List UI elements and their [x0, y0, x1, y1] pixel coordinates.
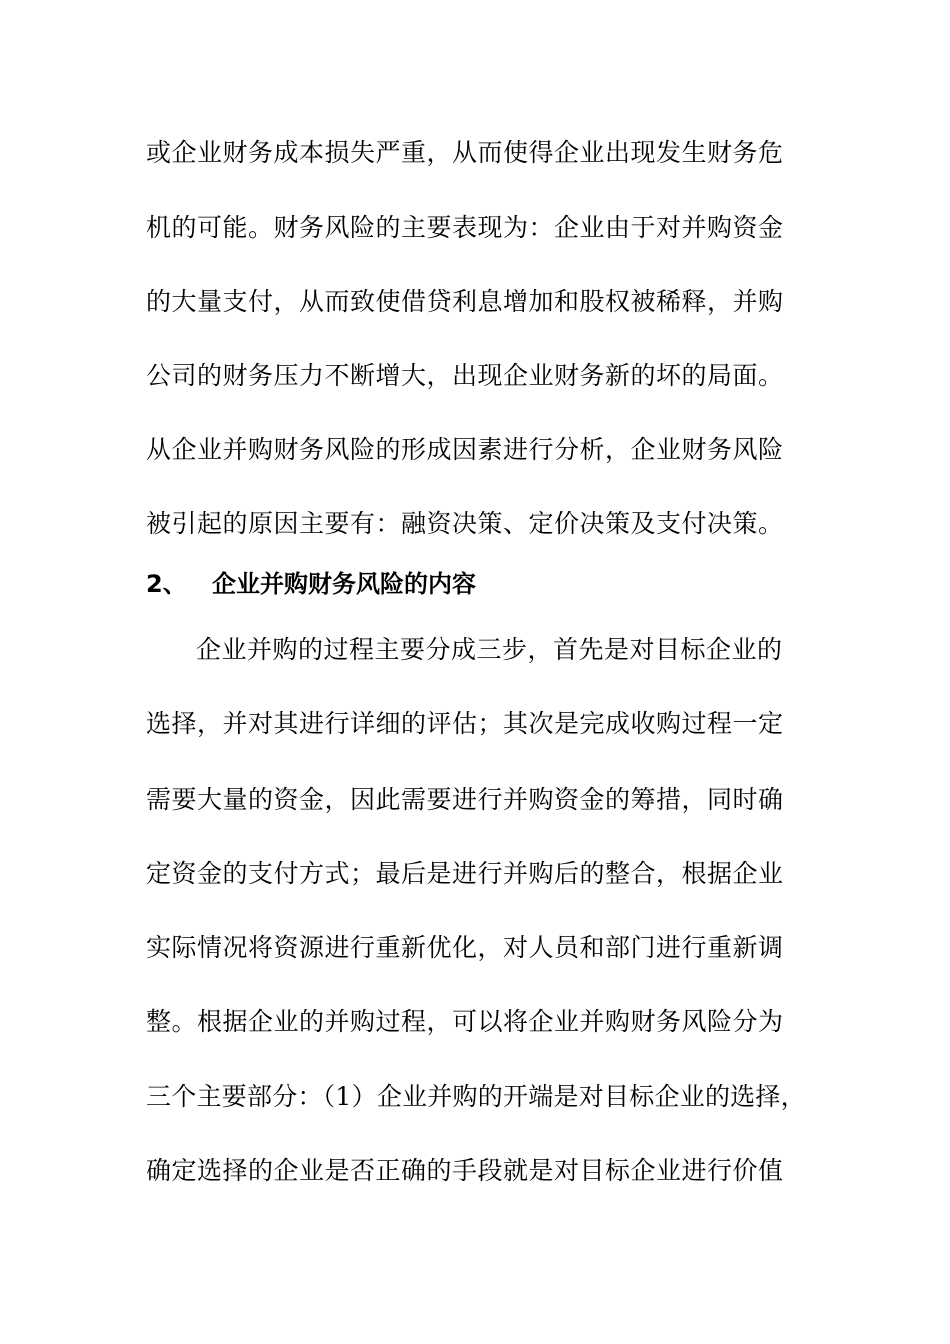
text-line: 公司的财务压力不断增大，出现企业财务新的坏的局面。	[146, 361, 784, 390]
section-title: 企业并购财务风险的内容	[212, 570, 476, 598]
text-line: 的大量支付，从而致使借贷利息增加和股权被稀释，并购	[146, 287, 784, 316]
text-line: 机的可能。财务风险的主要表现为：企业由于对并购资金	[146, 213, 784, 242]
text-line: 选择，并对其进行详细的评估；其次是完成收购过程一定	[146, 709, 784, 738]
text-line: 需要大量的资金，因此需要进行并购资金的筹措，同时确	[146, 785, 784, 814]
text-line: 实际情况将资源进行重新优化，对人员和部门进行重新调	[146, 933, 784, 962]
text-line: 被引起的原因主要有：融资决策、定价决策及支付决策。	[146, 509, 784, 538]
text-line: 或企业财务成本损失严重，从而使得企业出现发生财务危	[146, 138, 784, 167]
text-line: 从企业并购财务风险的形成因素进行分析，企业财务风险	[146, 435, 784, 464]
section-heading	[146, 568, 476, 600]
text-line: 三个主要部分：（1）企业并购的开端是对目标企业的选择，	[146, 1082, 806, 1111]
text-line: 确定选择的企业是否正确的手段就是对目标企业进行价值	[146, 1156, 784, 1185]
section-number: 2、	[146, 570, 187, 598]
text-line: 定资金的支付方式；最后是进行并购后的整合，根据企业	[146, 859, 784, 888]
text-line: 企业并购的过程主要分成三步，首先是对目标企业的	[196, 635, 783, 664]
text-line: 整。根据企业的并购过程，可以将企业并购财务风险分为	[146, 1007, 784, 1036]
